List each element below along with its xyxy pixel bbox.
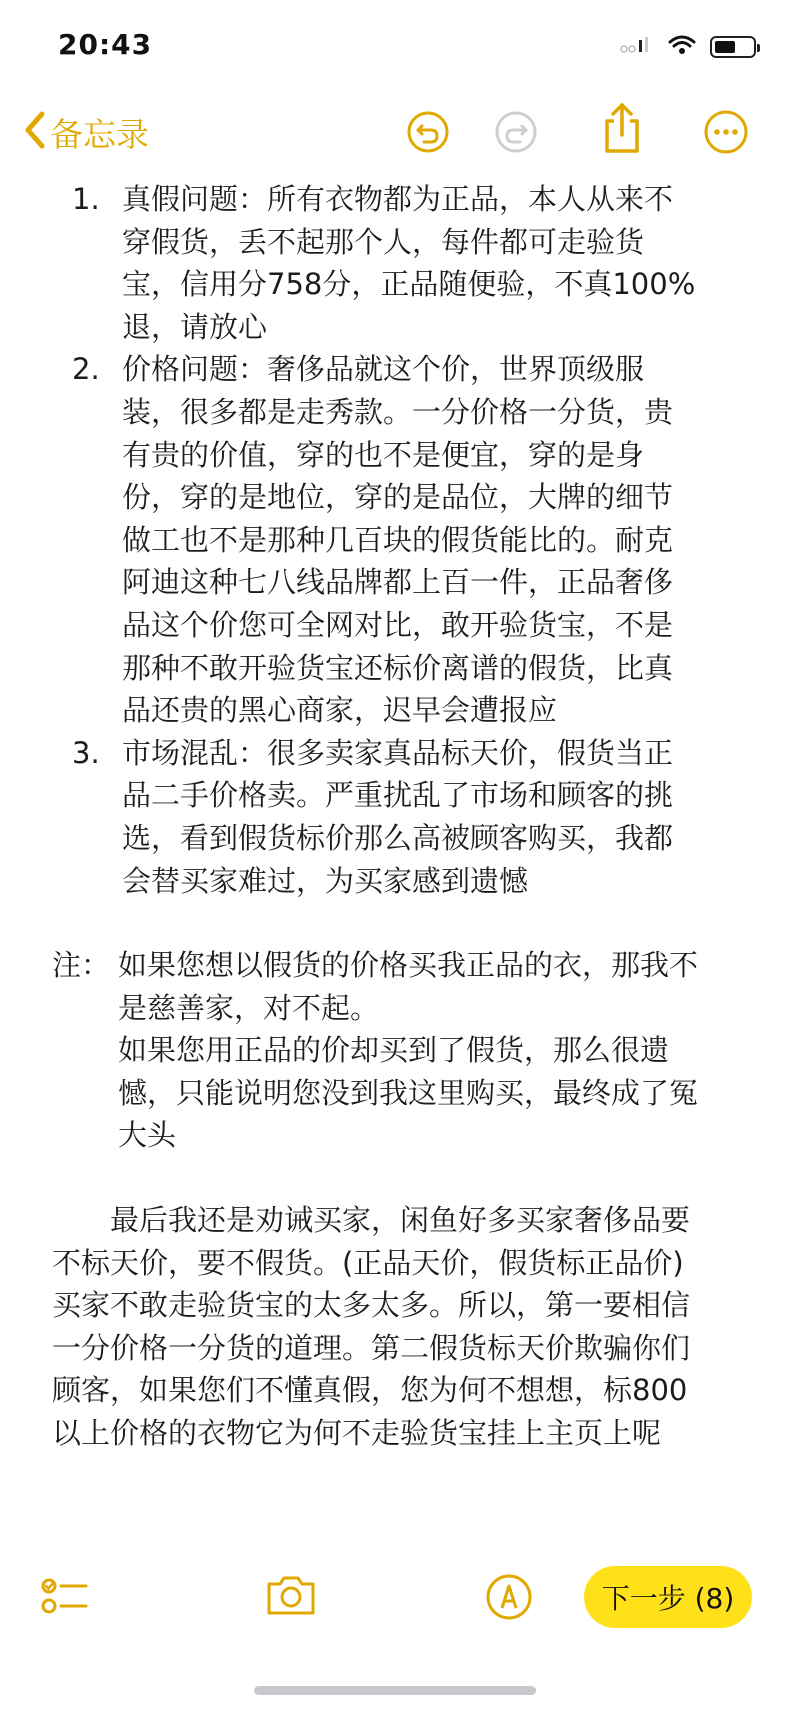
list-item-line: 那种不敢开验货宝还标价离谱的假货，比真 xyxy=(122,650,674,685)
closing-line: 不标天价，要不假货。(正品天价，假货标正品价) xyxy=(52,1245,684,1280)
remark-line: 如果您用正品的价却买到了假货，那么很遗 xyxy=(118,1033,670,1068)
list-item-number: 3. xyxy=(72,735,100,770)
list-item-line: 选，看到假货标价那么高被顾客购买，我都 xyxy=(122,820,674,855)
list-item-line: 有贵的价值，穿的也不是便宜，穿的是身 xyxy=(122,437,645,472)
battery-level xyxy=(715,41,735,53)
closing-line: 一分价格一分货的道理。第二假货标天价欺骗你们 xyxy=(52,1330,691,1365)
list-item-line: 品二手价格卖。严重扰乱了市场和顾客的挑 xyxy=(122,778,674,813)
list-item-line: 阿迪这种七八线品牌都上百一件，正品奢侈 xyxy=(122,565,674,600)
status-icons xyxy=(620,34,756,60)
remark-line: 是慈善家，对不起。 xyxy=(118,990,380,1025)
list-item-line: 品这个价您可全网对比，敢开验货宝，不是 xyxy=(122,607,674,642)
list-item-line: 价格问题：奢侈品就这个价，世界顶级服 xyxy=(122,352,645,387)
note-body[interactable] xyxy=(0,178,790,1455)
list-item-line: 真假问题：所有衣物都为正品，本人从来不 xyxy=(122,182,674,216)
closing-line: 最后我还是劝诫买家，闲鱼好多买家奢侈品要 xyxy=(110,1203,691,1238)
closing-line: 顾客，如果您们不懂真假，您为何不想想，标800 xyxy=(52,1373,688,1408)
back-label: 备忘录 xyxy=(50,114,149,154)
numbered-list xyxy=(0,178,790,902)
remark-line: 大头 xyxy=(118,1118,177,1153)
bottom-toolbar xyxy=(0,1562,790,1642)
list-item-line: 穿假货，丢不起那个人，每件都可走验货 xyxy=(122,224,645,259)
list-item-line: 做工也不是那种几百块的假货能比的。耐克 xyxy=(122,522,674,557)
more-icon xyxy=(702,108,750,160)
chevron-left-icon xyxy=(22,108,48,156)
list-item-line: 退，请放心 xyxy=(122,309,268,344)
undo-icon xyxy=(406,110,450,158)
more-button[interactable] xyxy=(700,108,752,160)
share-button[interactable] xyxy=(596,104,648,156)
list-item xyxy=(0,178,790,348)
status-time: 20:43 xyxy=(58,28,153,61)
nav-bar xyxy=(0,96,790,176)
redo-button[interactable] xyxy=(490,108,542,160)
remark-line: 憾，只能说明您没到我这里购买，最终成了冤 xyxy=(118,1075,699,1110)
closing-line: 买家不敢走验货宝的太多太多。所以，第一要相信 xyxy=(52,1288,691,1323)
cellular-signal-icon xyxy=(620,36,654,58)
list-item xyxy=(0,348,790,731)
camera-button[interactable] xyxy=(264,1572,318,1622)
list-item xyxy=(0,732,790,902)
list-item-number: 2. xyxy=(72,352,100,387)
back-button[interactable] xyxy=(22,108,149,156)
list-item-line: 宝，信用分758分，正品随便验，不真100% xyxy=(122,267,696,302)
remark-line: 如果您想以假货的价格买我正品的衣，那我不 xyxy=(118,948,699,983)
home-indicator[interactable] xyxy=(254,1686,536,1695)
list-item-line: 市场混乱：很多卖家真品标天价，假货当正 xyxy=(122,735,674,770)
remark-block xyxy=(0,944,790,1157)
closing-line: 以上价格的衣物它为何不走验货宝挂上主页上呢 xyxy=(52,1416,662,1451)
share-icon xyxy=(600,101,644,159)
closing-paragraph xyxy=(0,1199,790,1455)
status-bar xyxy=(0,0,790,96)
next-step-button[interactable]: 下一步 (8) xyxy=(584,1566,752,1628)
list-item-line: 装，很多都是走秀款。一分价格一分货，贵 xyxy=(122,394,674,429)
checklist-icon xyxy=(40,1607,90,1626)
list-item-line: 品还贵的黑心商家，迟早会遭报应 xyxy=(122,693,558,728)
markup-button[interactable] xyxy=(484,1572,534,1626)
checklist-button[interactable] xyxy=(40,1572,90,1626)
camera-icon xyxy=(264,1603,318,1622)
wifi-icon xyxy=(668,34,696,60)
redo-icon xyxy=(494,110,538,158)
remark-label: 注： xyxy=(52,948,111,983)
list-item-line: 份，穿的是地位，穿的是品位，大牌的细节 xyxy=(122,480,674,515)
list-item-line: 会替买家难过，为买家感到遗憾 xyxy=(122,863,529,898)
undo-button[interactable] xyxy=(402,108,454,160)
list-item-number: 1. xyxy=(72,182,100,216)
markup-pen-icon xyxy=(484,1607,534,1626)
battery-icon xyxy=(710,36,756,58)
